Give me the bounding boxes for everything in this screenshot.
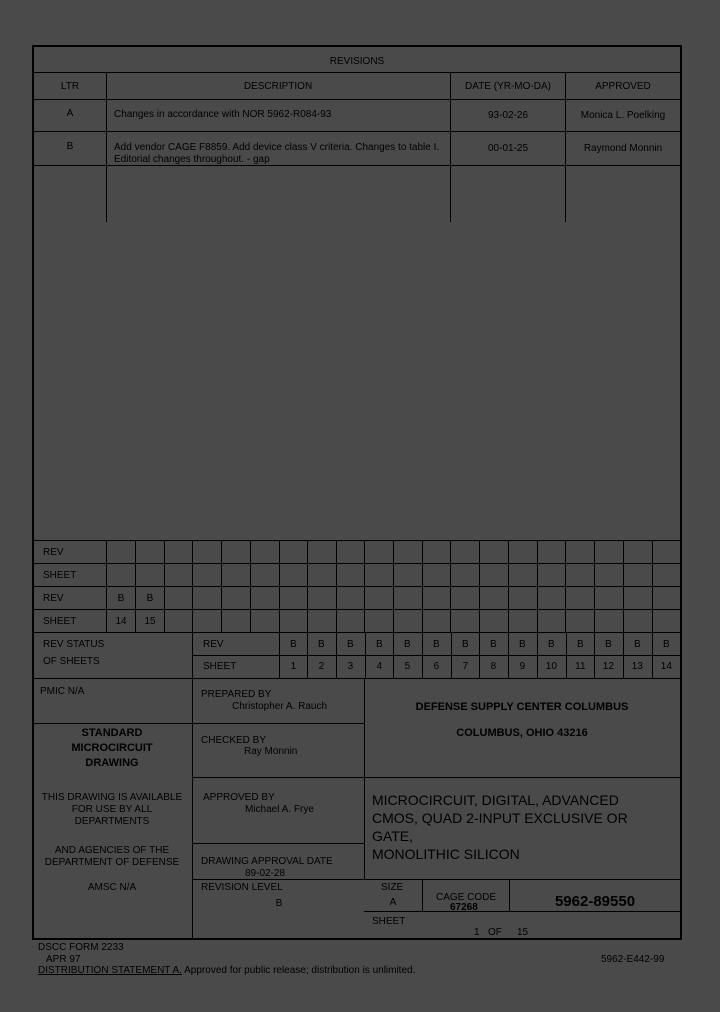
distribution-statement	[38, 965, 415, 976]
revisions-title: REVISIONS	[329, 56, 385, 67]
form-line1: DSCC FORM 2233	[38, 942, 124, 953]
status-sheet-cell: 14	[660, 661, 672, 672]
upper-rev-label: REV	[43, 547, 64, 558]
status-sheet-cell: 3	[347, 661, 354, 672]
checked-by: Ray Monnin	[244, 746, 298, 757]
sheet-number: 1	[474, 927, 480, 938]
cage-value: 67268	[450, 902, 478, 913]
upper-rev-14: B	[117, 593, 125, 604]
rev-a-description: Changes in accordance with NOR 5962-R084-93	[114, 109, 332, 120]
status-sheet-cell: 13	[631, 661, 643, 672]
status-rev-cell: B	[347, 639, 354, 650]
status-sheet-cell: 11	[575, 661, 586, 672]
upper-sheet-15: 15	[144, 616, 156, 627]
status-sheet-cell: 2	[318, 661, 325, 672]
drawing-number: 5962-89550	[554, 893, 636, 910]
upper-sheet-14: 14	[115, 616, 127, 627]
header-ltr: LTR	[60, 81, 80, 92]
rev-b-date: 00-01-25	[487, 143, 529, 154]
status-rev-label: REV	[203, 639, 224, 650]
status-rev-cell: B	[577, 639, 584, 650]
status-rev-cell: B	[404, 639, 411, 650]
agencies-line2: DEPARTMENT OF DEFENSE	[44, 857, 180, 868]
checked-label: CHECKED BY	[201, 735, 267, 746]
agencies-line1: AND AGENCIES OF THE	[54, 845, 170, 856]
status-rev-cell: B	[519, 639, 526, 650]
upper-sheet-label: SHEET	[43, 570, 77, 581]
status-sheet-cell: 5	[404, 661, 411, 672]
upper-rev-label-2: REV	[43, 593, 64, 604]
agency-line2: COLUMBUS, OHIO 43216	[456, 727, 588, 739]
rev-b-ltr: B	[66, 141, 74, 152]
status-rev-cell: B	[290, 639, 297, 650]
header-date: DATE (YR-MO-DA)	[465, 81, 551, 92]
rev-status-label: REV STATUS	[43, 639, 105, 650]
size-value: A	[389, 897, 397, 908]
of-sheets-label: OF SHEETS	[43, 656, 100, 667]
status-rev-cell: B	[634, 639, 641, 650]
status-rev-cell: B	[376, 639, 383, 650]
status-sheet-label: SHEET	[203, 661, 237, 672]
pmic: PMIC N/A	[40, 686, 85, 697]
agency-line1: DEFENSE SUPPLY CENTER COLUMBUS	[415, 701, 629, 713]
available-line2: FOR USE BY ALL	[71, 804, 153, 815]
status-rev-cell: B	[548, 639, 555, 650]
status-rev-cell: B	[462, 639, 469, 650]
approval-date: 89-02-28	[245, 868, 286, 879]
approved-label: APPROVED BY	[203, 792, 275, 803]
revision-level-label: REVISION LEVEL	[201, 882, 283, 893]
status-sheet-cell: 10	[545, 661, 557, 672]
rev-a-approved: Monica L. Poelking	[580, 110, 666, 121]
status-rev-cell: B	[490, 639, 497, 650]
size-label: SIZE	[381, 882, 404, 893]
available-line3: DEPARTMENTS	[74, 816, 150, 827]
cage-label: CAGE CODE	[436, 892, 497, 903]
document-id: 5962-E442-99	[601, 954, 665, 965]
status-rev-cell: B	[433, 639, 440, 650]
header-description: DESCRIPTION	[243, 81, 313, 92]
status-sheet-cell: 4	[376, 661, 383, 672]
status-sheet-cell: 6	[433, 661, 440, 672]
status-sheet-cell: 8	[490, 661, 497, 672]
upper-rev-15: B	[146, 593, 154, 604]
title-line1: MICROCIRCUIT, DIGITAL, ADVANCED	[372, 792, 619, 808]
title-line2: CMOS, QUAD 2-INPUT EXCLUSIVE OR	[372, 810, 628, 826]
title-line4: MONOLITHIC SILICON	[372, 846, 520, 862]
revision-level: B	[275, 898, 283, 909]
standard-line3: DRAWING	[85, 757, 139, 769]
standard-line1: STANDARD	[81, 727, 143, 739]
sheet-label: SHEET	[372, 916, 406, 927]
upper-sheet-label-2: SHEET	[43, 616, 77, 627]
rev-a-date: 93-02-26	[487, 110, 529, 121]
rev-b-description-line1: Add vendor CAGE F8859. Add device class V criteria. Changes to table I.	[114, 142, 440, 153]
amsc: AMSC N/A	[87, 882, 137, 893]
status-sheet-cell: 1	[290, 661, 297, 672]
status-rev-cell: B	[318, 639, 325, 650]
header-approved: APPROVED	[595, 81, 651, 92]
title-line3: GATE,	[372, 828, 413, 844]
approved-by: Michael A. Frye	[245, 804, 314, 815]
available-line1: THIS DRAWING IS AVAILABLE	[41, 792, 183, 803]
status-sheet-cell: 9	[519, 661, 526, 672]
rev-a-ltr: A	[66, 108, 74, 119]
rev-b-description-line2: Editorial changes throughout. - gap	[114, 154, 270, 165]
distribution-label: DISTRIBUTION STATEMENT A.	[38, 965, 182, 976]
status-rev-cell: B	[663, 639, 670, 650]
status-sheet-cell: 7	[462, 661, 469, 672]
distribution-text: Approved for public release; distribution is unlimited.	[181, 965, 416, 976]
rev-b-approved: Raymond Monnin	[583, 143, 663, 154]
form-line2: APR 97	[46, 954, 81, 965]
prepared-by: Christopher A. Rauch	[232, 701, 328, 712]
prepared-label: PREPARED BY	[201, 689, 272, 700]
status-sheet-cell: 12	[602, 661, 614, 672]
status-rev-cell: B	[605, 639, 612, 650]
sheet-total: 15	[517, 927, 529, 938]
standard-line2: MICROCIRCUIT	[71, 742, 153, 754]
sheet-of-label: OF	[488, 927, 502, 938]
approval-date-label: DRAWING APPROVAL DATE	[201, 856, 333, 867]
